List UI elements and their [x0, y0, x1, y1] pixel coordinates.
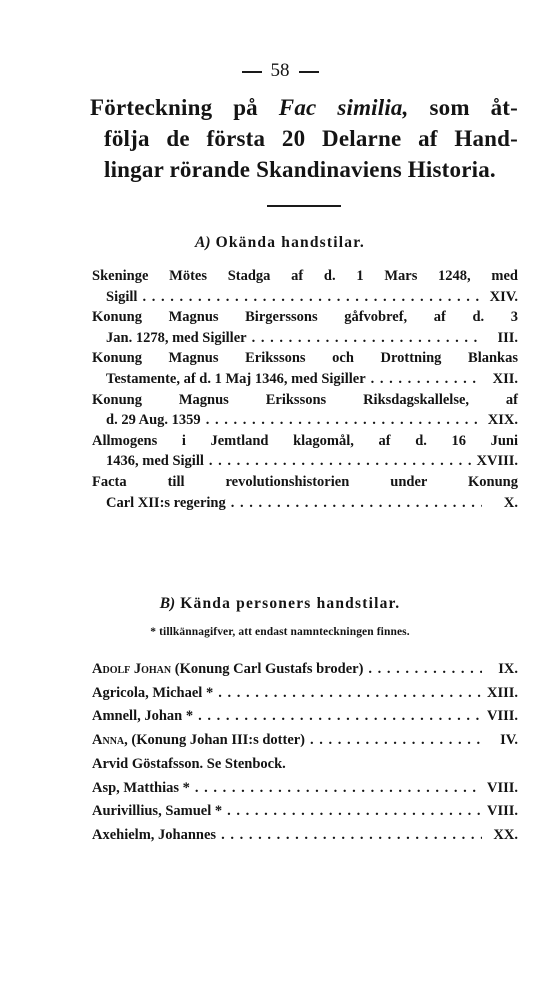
entry-text: 1436, med Sigill — [106, 453, 204, 470]
title-rule — [267, 205, 341, 207]
index-entry — [92, 658, 518, 682]
entry-name-smallcaps: Anna — [92, 732, 125, 749]
entry-line: Konung Magnus Birgerssons gåfvobref, af d. 3 — [92, 309, 518, 326]
entry-text — [92, 824, 216, 848]
entry-line: Allmogens i Jemtland klagomål, af d. 16 Juni — [92, 432, 518, 449]
page-title — [90, 92, 518, 185]
leader-dots — [363, 658, 482, 682]
entry-line — [92, 451, 518, 472]
index-entry — [92, 705, 518, 729]
page-number-text: 58 — [270, 60, 290, 81]
entry-text: d. 29 Aug. 1359 — [106, 412, 201, 429]
leader-dots — [247, 328, 482, 349]
volume-number: XIII. — [486, 684, 518, 701]
entry-line — [92, 369, 518, 390]
leader-dots — [190, 777, 482, 801]
volume-number: IV. — [500, 732, 518, 749]
volume-number: VIII. — [486, 803, 518, 820]
leader-dots — [204, 451, 477, 472]
entry-text — [92, 777, 190, 801]
leader-dots — [137, 287, 482, 308]
index-entry — [92, 729, 518, 753]
page-number — [0, 60, 560, 82]
volume-number: XIV. — [489, 288, 518, 305]
volume-number: VIII. — [486, 779, 518, 796]
entry-line: Skeninge Mötes Stadga af d. 1 Mars 1248, med — [92, 268, 518, 284]
title-italic: Fac similia, — [278, 95, 409, 120]
index-entry — [92, 777, 518, 801]
section-a-heading: A) Okända handstilar. — [195, 234, 365, 251]
leader-dots — [226, 493, 482, 514]
entry-name: Axehielm, Johannes — [92, 826, 217, 843]
section-a-list — [92, 266, 518, 513]
entry-text — [92, 753, 286, 777]
entry-text: Sigill — [106, 288, 138, 305]
entry-line: Konung Magnus Erikssons och Drottning Blankas — [92, 350, 518, 367]
section-b-note: * tillkännagifver, att endast namnteckningen finnes. — [150, 626, 410, 638]
leader-dots — [366, 369, 482, 390]
section-b-heading: B) Kända personers handstilar. — [159, 595, 401, 612]
entry-name: Aurivillius, Samuel * — [92, 803, 223, 820]
entry-line — [92, 410, 518, 431]
entry-text — [92, 729, 305, 753]
volume-number: XII. — [492, 370, 518, 387]
title-line-3: lingar rörande Skandinaviens Historia. — [104, 157, 496, 182]
volume-number: IX. — [498, 661, 518, 677]
entry-name: Arvid Göstafsson. Se Stenbock. — [92, 755, 286, 772]
index-entry — [92, 682, 518, 706]
title-line-1: Förteckning på Fac similia, som åt- — [90, 95, 518, 120]
entry-text: Jan. 1278, med Sigiller — [106, 329, 247, 346]
entry-line — [92, 287, 518, 308]
entry-line: Konung Magnus Erikssons Riksdagskallelse, af — [92, 391, 518, 408]
leader-dots — [193, 705, 482, 729]
entry-text: Carl XII:s regering — [106, 494, 226, 511]
dash-left — [242, 71, 262, 73]
entry-name: , (Konung Johan III:s dotter) — [124, 732, 306, 749]
entry-text — [92, 682, 213, 706]
entry-name: Asp, Matthias * — [92, 779, 190, 796]
volume-number: VIII. — [486, 708, 518, 725]
leader-dots — [213, 682, 482, 706]
dash-right — [299, 71, 319, 73]
volume-number: XX. — [493, 826, 518, 843]
leader-dots — [222, 800, 482, 824]
entry-line — [92, 328, 518, 349]
entry-text — [92, 800, 222, 824]
entry-line: Facta till revolutionshistorien under Konung — [92, 473, 518, 490]
entry-line — [92, 493, 518, 514]
entry-name-smallcaps: Adolf Johan — [92, 661, 172, 677]
entry-text: Testamente, af d. 1 Maj 1346, med Sigiller — [106, 370, 366, 387]
leader-dots — [201, 410, 482, 431]
index-entry — [92, 753, 518, 777]
volume-number: XIX. — [487, 412, 518, 429]
volume-number: XVIII. — [476, 453, 518, 470]
index-entry — [92, 824, 518, 848]
entry-text — [92, 658, 363, 682]
entry-name: (Konung Carl Gustafs broder) — [171, 661, 364, 677]
leader-dots — [305, 729, 482, 753]
entry-text — [92, 705, 193, 729]
section-b-list — [92, 658, 518, 848]
volume-number: III. — [497, 329, 518, 346]
index-entry — [92, 800, 518, 824]
entry-name: Agricola, Michael * — [92, 684, 214, 701]
title-line-2: följa de första 20 Delarne af Hand- — [104, 126, 518, 151]
volume-number: X. — [503, 494, 518, 511]
leader-dots — [216, 824, 482, 848]
entry-name: Amnell, Johan * — [92, 708, 194, 725]
